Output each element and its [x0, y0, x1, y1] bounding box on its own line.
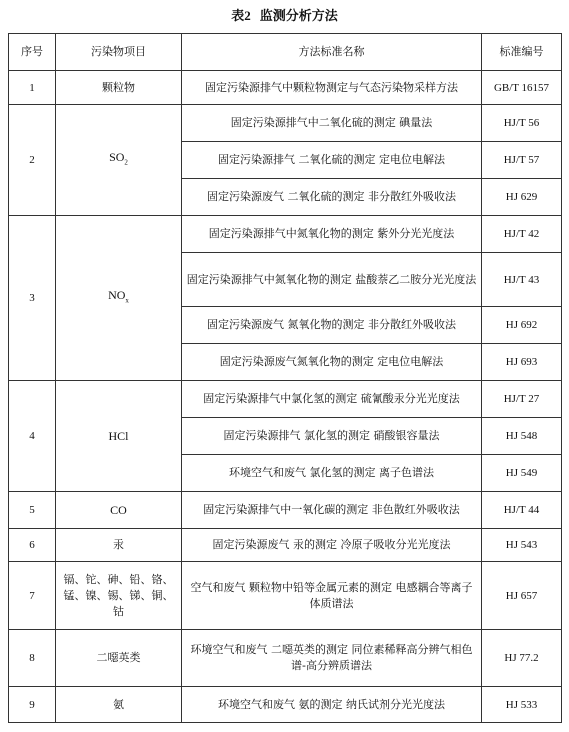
method-name: 固定污染源排气中颗粒物测定与气态污染物采样方法: [182, 71, 482, 105]
table-row: [9, 216, 562, 253]
method-name: 固定污染源废气 二氧化硫的测定 非分散红外吸收法: [182, 179, 482, 216]
table-title: 监测分析方法: [259, 9, 338, 24]
method-name: 固定污染源排气 二氧化硫的测定 定电位电解法: [182, 142, 482, 179]
method-name: 环境空气和废气 氯化氢的测定 离子色谱法: [182, 455, 482, 492]
col-header-code: 标准编号: [482, 34, 562, 71]
col-header-pollutant: 污染物项目: [56, 34, 182, 71]
standard-code: HJ/T 42: [482, 216, 562, 253]
table-row: [9, 562, 562, 630]
pollutant-cell: 颗粒物: [56, 71, 182, 105]
table-row: [9, 492, 562, 529]
method-name: 固定污染源废气 氮氧化物的测定 非分散红外吸收法: [182, 307, 482, 344]
row-number: 6: [9, 529, 56, 562]
method-name: 空气和废气 颗粒物中铅等金属元素的测定 电感耦合等离子体质谱法: [182, 562, 482, 630]
standard-code: HJ/T 27: [482, 381, 562, 418]
standard-code: HJ/T 43: [482, 253, 562, 307]
standard-code: HJ/T 57: [482, 142, 562, 179]
table-caption: [0, 5, 569, 24]
row-number: 4: [9, 381, 56, 492]
row-number: 1: [9, 71, 56, 105]
method-name: 固定污染源排气中氮氧化物的测定 盐酸萘乙二胺分光光度法: [182, 253, 482, 307]
table-row: [9, 630, 562, 687]
pollutant-cell: CO: [56, 492, 182, 529]
standard-code: HJ 629: [482, 179, 562, 216]
standard-code: HJ 549: [482, 455, 562, 492]
pollutant-cell: 汞: [56, 529, 182, 562]
pollutant-cell: 镉、铊、砷、铅、铬、锰、镍、锡、锑、铜、钴: [56, 562, 182, 630]
method-name: 固定污染源排气中氯化氢的测定 硫氰酸汞分光光度法: [182, 381, 482, 418]
table-row: [9, 529, 562, 562]
standard-code: HJ 533: [482, 687, 562, 723]
method-name: 固定污染源废气 汞的测定 冷原子吸收分光光度法: [182, 529, 482, 562]
row-number: 9: [9, 687, 56, 723]
pollutant-cell: $SO_2$: [56, 105, 182, 216]
row-number: 8: [9, 630, 56, 687]
col-header-no: 序号: [9, 34, 56, 71]
pollutant-cell: $NO_x$: [56, 216, 182, 381]
table-row: [9, 105, 562, 142]
row-number: 2: [9, 105, 56, 216]
standard-code: HJ/T 56: [482, 105, 562, 142]
table-number: 表2: [231, 8, 251, 23]
standard-code: HJ 657: [482, 562, 562, 630]
table-row: [9, 687, 562, 723]
row-number: 3: [9, 216, 56, 381]
standard-code: HJ/T 44: [482, 492, 562, 529]
header-row: [9, 34, 562, 71]
row-number: 7: [9, 562, 56, 630]
method-name: 环境空气和废气 二噁英类的测定 同位素稀释高分辨气相色谱-高分辨质谱法: [182, 630, 482, 687]
monitoring-methods-table: [8, 33, 562, 723]
method-name: 固定污染源排气中一氧化碳的测定 非色散红外吸收法: [182, 492, 482, 529]
table-row: [9, 71, 562, 105]
row-number: 5: [9, 492, 56, 529]
method-name: 固定污染源排气 氯化氢的测定 硝酸银容量法: [182, 418, 482, 455]
standard-code: HJ 693: [482, 344, 562, 381]
method-name: 固定污染源废气氮氧化物的测定 定电位电解法: [182, 344, 482, 381]
pollutant-cell: 氨: [56, 687, 182, 723]
standard-code: HJ 543: [482, 529, 562, 562]
col-header-method: 方法标准名称: [182, 34, 482, 71]
standard-code: HJ 77.2: [482, 630, 562, 687]
pollutant-cell: HCl: [56, 381, 182, 492]
method-name: 固定污染源排气中二氧化硫的测定 碘量法: [182, 105, 482, 142]
standard-code: HJ 548: [482, 418, 562, 455]
method-name: 固定污染源排气中氮氧化物的测定 紫外分光光度法: [182, 216, 482, 253]
standard-code: HJ 692: [482, 307, 562, 344]
pollutant-cell: 二噁英类: [56, 630, 182, 687]
method-name: 环境空气和废气 氨的测定 纳氏试剂分光光度法: [182, 687, 482, 723]
standard-code: GB/T 16157: [482, 71, 562, 105]
table-row: [9, 381, 562, 418]
